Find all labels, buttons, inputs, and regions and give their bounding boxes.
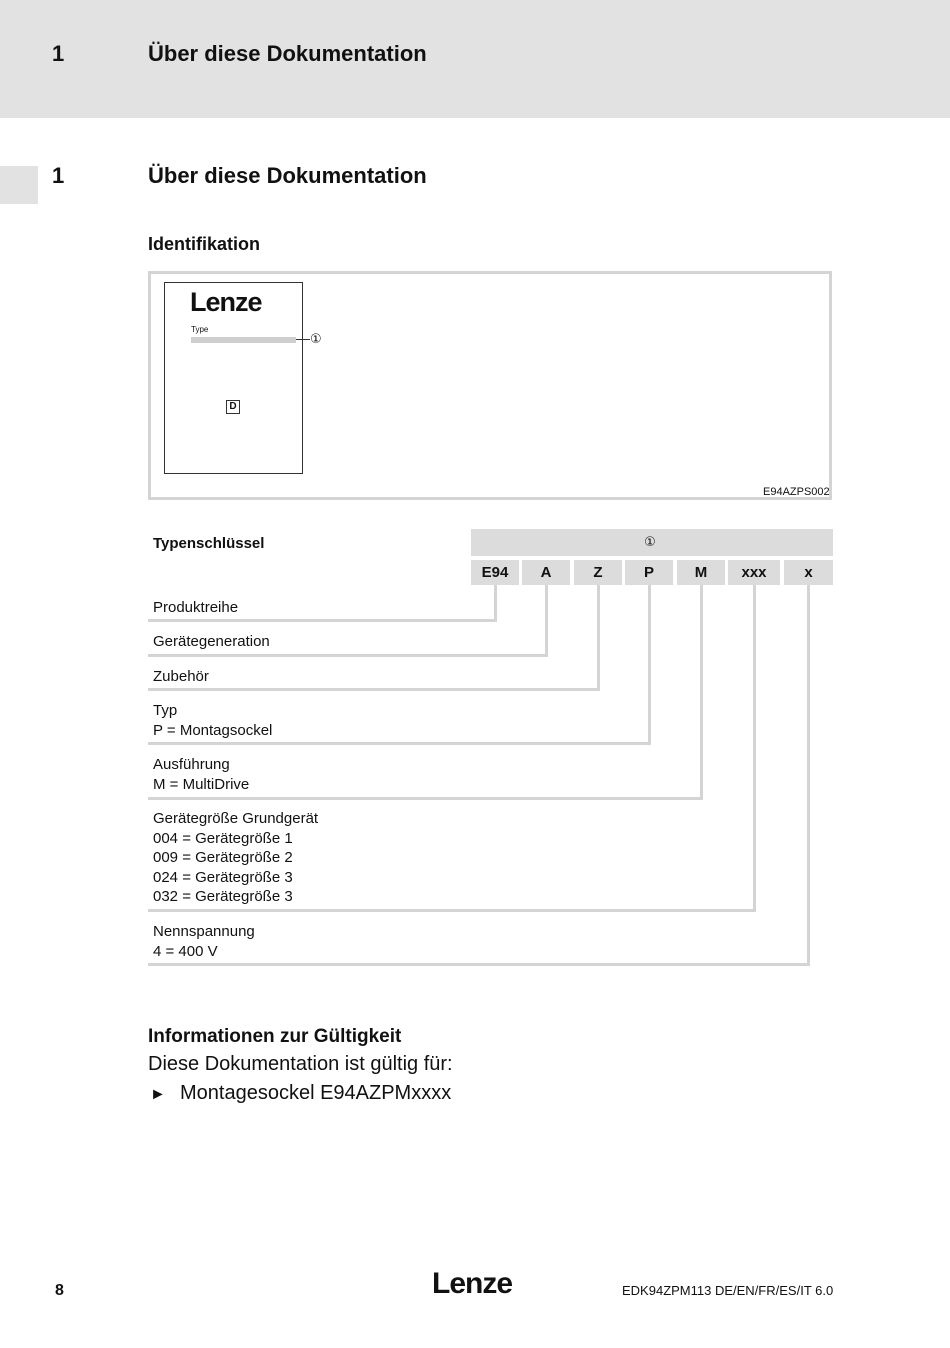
row-size-line-3: 009 = Gerätegröße 2 bbox=[153, 849, 293, 867]
bullet-arrow-icon: ► bbox=[150, 1086, 166, 1103]
connector-series bbox=[494, 585, 497, 621]
nameplate-callout: ① bbox=[310, 331, 322, 346]
row-type-line-1: Typ bbox=[153, 702, 178, 719]
validity-bullet: Montagesockel E94AZPMxxxx bbox=[180, 1082, 452, 1104]
nameplate-d-marker: D bbox=[226, 400, 240, 414]
row-series-underline bbox=[148, 619, 497, 622]
connector-generation bbox=[545, 585, 548, 656]
code-cell-size: xxx bbox=[728, 560, 780, 585]
row-type-line-2: P = Montagsockel bbox=[153, 721, 273, 739]
nameplate-type-field bbox=[191, 337, 296, 343]
type-code-callout: ① bbox=[644, 534, 656, 549]
validity-text: Diese Dokumentation ist gültig für: bbox=[148, 1053, 453, 1075]
callout-leader-line bbox=[296, 339, 310, 340]
row-generation-underline bbox=[148, 654, 548, 657]
row-size-line-5: 032 = Gerätegröße 3 bbox=[153, 888, 293, 906]
row-accessory bbox=[153, 667, 209, 687]
row-version-line-1: Ausführung bbox=[153, 756, 230, 773]
section-title: Über diese Dokumentation bbox=[148, 163, 427, 188]
row-voltage-line-2: 4 = 400 V bbox=[153, 942, 218, 960]
connector-accessory bbox=[597, 585, 600, 690]
header-band bbox=[0, 0, 950, 118]
row-type-underline bbox=[148, 742, 651, 745]
figure-id: E94AZPS002 bbox=[763, 486, 830, 498]
connector-voltage bbox=[807, 585, 810, 966]
row-size-line-4: 024 = Gerätegröße 3 bbox=[153, 868, 293, 886]
section-number: 1 bbox=[52, 163, 65, 188]
connector-type bbox=[648, 585, 651, 745]
type-code-heading: Typenschlüssel bbox=[153, 535, 265, 552]
code-cell-voltage: x bbox=[784, 560, 833, 585]
row-accessory-underline bbox=[148, 688, 600, 691]
row-accessory-line: Zubehör bbox=[153, 668, 209, 685]
footer-logo: Lenze bbox=[432, 1267, 513, 1300]
connector-size bbox=[753, 585, 756, 912]
footer-document-id: EDK94ZPM113 DE/EN/FR/ES/IT 6.0 bbox=[622, 1283, 834, 1298]
row-generation bbox=[153, 632, 270, 652]
row-generation-line: Gerätegeneration bbox=[153, 633, 270, 650]
row-version-underline bbox=[148, 797, 703, 800]
nameplate-logo: Lenze bbox=[190, 287, 262, 317]
side-tab-marker bbox=[0, 166, 38, 204]
row-series-line: Produktreihe bbox=[153, 599, 239, 616]
row-voltage-line-1: Nennspannung bbox=[153, 923, 255, 940]
row-voltage bbox=[153, 922, 255, 961]
header-chapter-number: 1 bbox=[52, 41, 65, 66]
code-cell-accessory: Z bbox=[574, 560, 622, 585]
row-version bbox=[153, 755, 249, 794]
code-cell-type: P bbox=[625, 560, 673, 585]
row-type bbox=[153, 701, 272, 740]
row-size-line-1: Gerätegröße Grundgerät bbox=[153, 810, 319, 827]
header-chapter-title: Über diese Dokumentation bbox=[148, 41, 427, 66]
row-size-underline bbox=[148, 909, 756, 912]
code-cell-version: M bbox=[677, 560, 725, 585]
identification-heading: Identifikation bbox=[148, 234, 260, 254]
nameplate-type-label: Type bbox=[191, 325, 209, 334]
code-cell-series: E94 bbox=[471, 560, 519, 585]
row-size-line-2: 004 = Gerätegröße 1 bbox=[153, 829, 293, 847]
connector-version bbox=[700, 585, 703, 799]
row-size bbox=[153, 809, 318, 907]
row-version-line-2: M = MultiDrive bbox=[153, 775, 250, 793]
row-series bbox=[153, 598, 238, 618]
row-voltage-underline bbox=[148, 963, 810, 966]
code-cell-generation: A bbox=[522, 560, 570, 585]
page-number: 8 bbox=[55, 1282, 64, 1299]
validity-heading: Informationen zur Gültigkeit bbox=[148, 1026, 402, 1047]
